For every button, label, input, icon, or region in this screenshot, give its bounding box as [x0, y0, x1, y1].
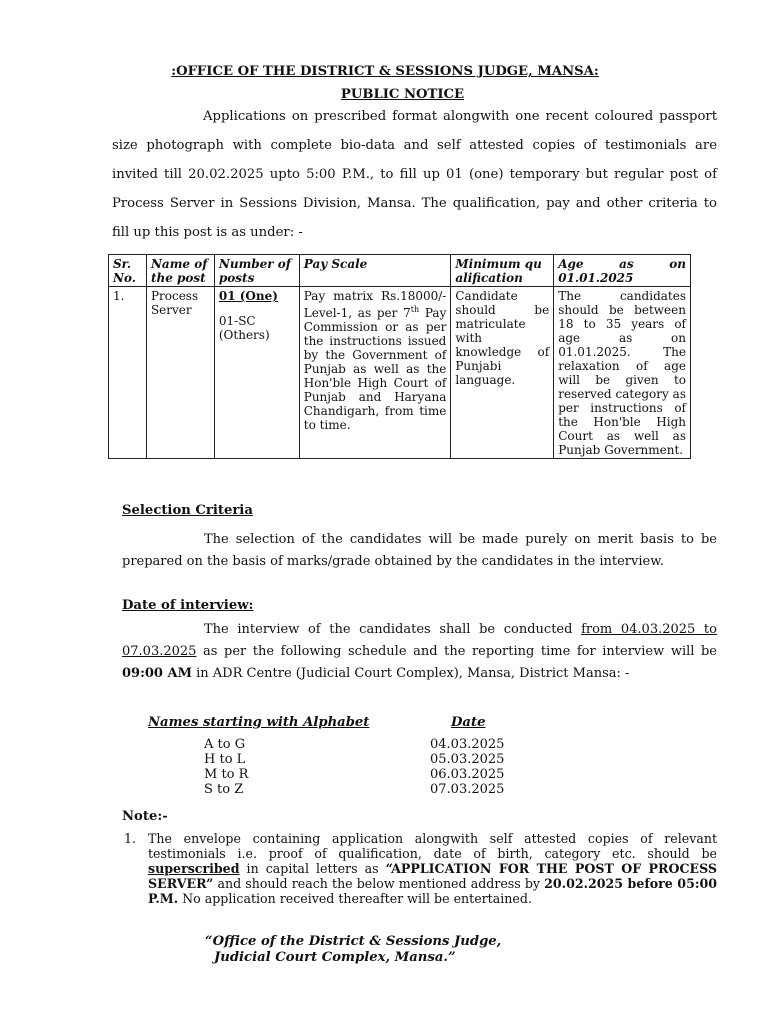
interview-text-c: in ADR Centre (Judicial Court Complex), Mansa, District Mansa: - — [191, 666, 630, 681]
number-category: 01-SC (Others) — [218, 314, 270, 342]
header-number-of-posts: Number of posts — [214, 255, 299, 287]
selection-heading: Selection Criteria — [122, 503, 253, 518]
address-line-1: “Office of the District & Sessions Judge, — [205, 934, 502, 949]
note-superscribed: superscribed — [148, 861, 240, 876]
note-envelope-title: “APPLICATION FOR THE POST OF PROCESS SERVER” — [148, 861, 717, 891]
note-deadline: 20.02.2025 before 05:00 P.M. — [148, 876, 718, 906]
intro-paragraph: Applications on prescribed format alongwith one recent coloured passport size photograph with complete bio-data and self attested copies of testimonials are invited till 20.02.2025 upto 5:00 P.M., to fill up 01 (one) temporary but regular post of Process Server in Sessions Division, Mansa. The qualification, pay and other criteria to fill up this post is as under: - — [112, 109, 717, 240]
schedule-col-date: Date — [451, 715, 486, 730]
interview-heading: Date of interview: — [122, 598, 254, 613]
interview-date-range: from 04.03.2025 to 07.03.2025 — [122, 622, 717, 659]
schedule-date-4: 07.03.2025 — [430, 782, 505, 797]
reporting-time: 09:00 AM — [122, 666, 192, 681]
interview-text — [122, 619, 717, 685]
pay-text-a: Pay matrix Rs.18000/-Level-1, as per 7 — [303, 289, 447, 320]
note-text-c: in capital letters as — [239, 861, 386, 876]
address-line-2: Judicial Court Complex, Mansa.” — [214, 950, 456, 965]
pay-superscript: th — [410, 305, 420, 314]
header-post-name: Name of the post — [146, 255, 214, 287]
pay-text-b: Pay Commission or as per the instructions issued by the Government of Punjab as well as the Hon'ble High Court of Punjab and Haryana Chandigarh, from time to time. — [303, 306, 447, 432]
schedule-range-4: S to Z — [204, 782, 244, 797]
note-text-a: The envelope containing application alongwith self attested copies of relevant testimonials i.e. proof of qualification, date of birth, category etc. should be — [148, 831, 717, 861]
selection-text: The selection of the candidates will be made purely on merit basis to be prepared on the basis of marks/grade obtained by the candidates in the interview. — [122, 532, 717, 569]
cell-pay-scale — [299, 287, 451, 459]
interview-text-b: as per the following schedule and the reporting time for interview will be — [196, 644, 717, 659]
note-number: 1. — [124, 831, 137, 846]
schedule-range-2: H to L — [204, 752, 246, 767]
cell-sr-no: 1. — [109, 287, 147, 459]
schedule-date-1: 04.03.2025 — [430, 737, 505, 752]
header-age: Age as on 01.01.2025 — [554, 255, 691, 287]
table-row — [109, 287, 691, 459]
cell-number-of-posts — [214, 287, 299, 459]
notice-title: PUBLIC NOTICE — [340, 87, 465, 102]
number-main: 01 (One) — [218, 289, 278, 303]
note-text-e: and should reach the below mentioned address by — [213, 876, 545, 891]
cell-qualification: Candidate should be matriculate with knowledge of Punjabi language. — [451, 287, 554, 459]
schedule-date-2: 05.03.2025 — [430, 752, 505, 767]
header-sr-no: Sr. No. — [109, 255, 147, 287]
cell-post-name: Process Server — [146, 287, 214, 459]
note-heading: Note:- — [122, 809, 168, 824]
table-header-row — [109, 255, 691, 287]
note-text-g: No application received thereafter will be entertained. — [178, 891, 532, 906]
interview-text-a: The interview of the candidates shall be conducted — [204, 622, 582, 637]
header-pay-scale: Pay Scale — [299, 255, 451, 287]
schedule-date-3: 06.03.2025 — [430, 767, 505, 782]
schedule-range-3: M to R — [204, 767, 249, 782]
header-qualification: Minimum qualification — [451, 255, 554, 287]
note-text — [148, 831, 717, 906]
schedule-col-alphabet: Names starting with Alphabet — [148, 715, 370, 730]
schedule-range-1: A to G — [204, 737, 246, 752]
cell-age: The candidates should be between 18 to 35 years of age as on 01.01.2025. The relaxation of age will be given to reserved category as per instructions of the Hon'ble High Court as well as Punjab Government. — [554, 287, 691, 459]
office-heading: :OFFICE OF THE DISTRICT & SESSIONS JUDGE, MANSA: — [171, 64, 599, 79]
posts-table — [108, 254, 691, 459]
